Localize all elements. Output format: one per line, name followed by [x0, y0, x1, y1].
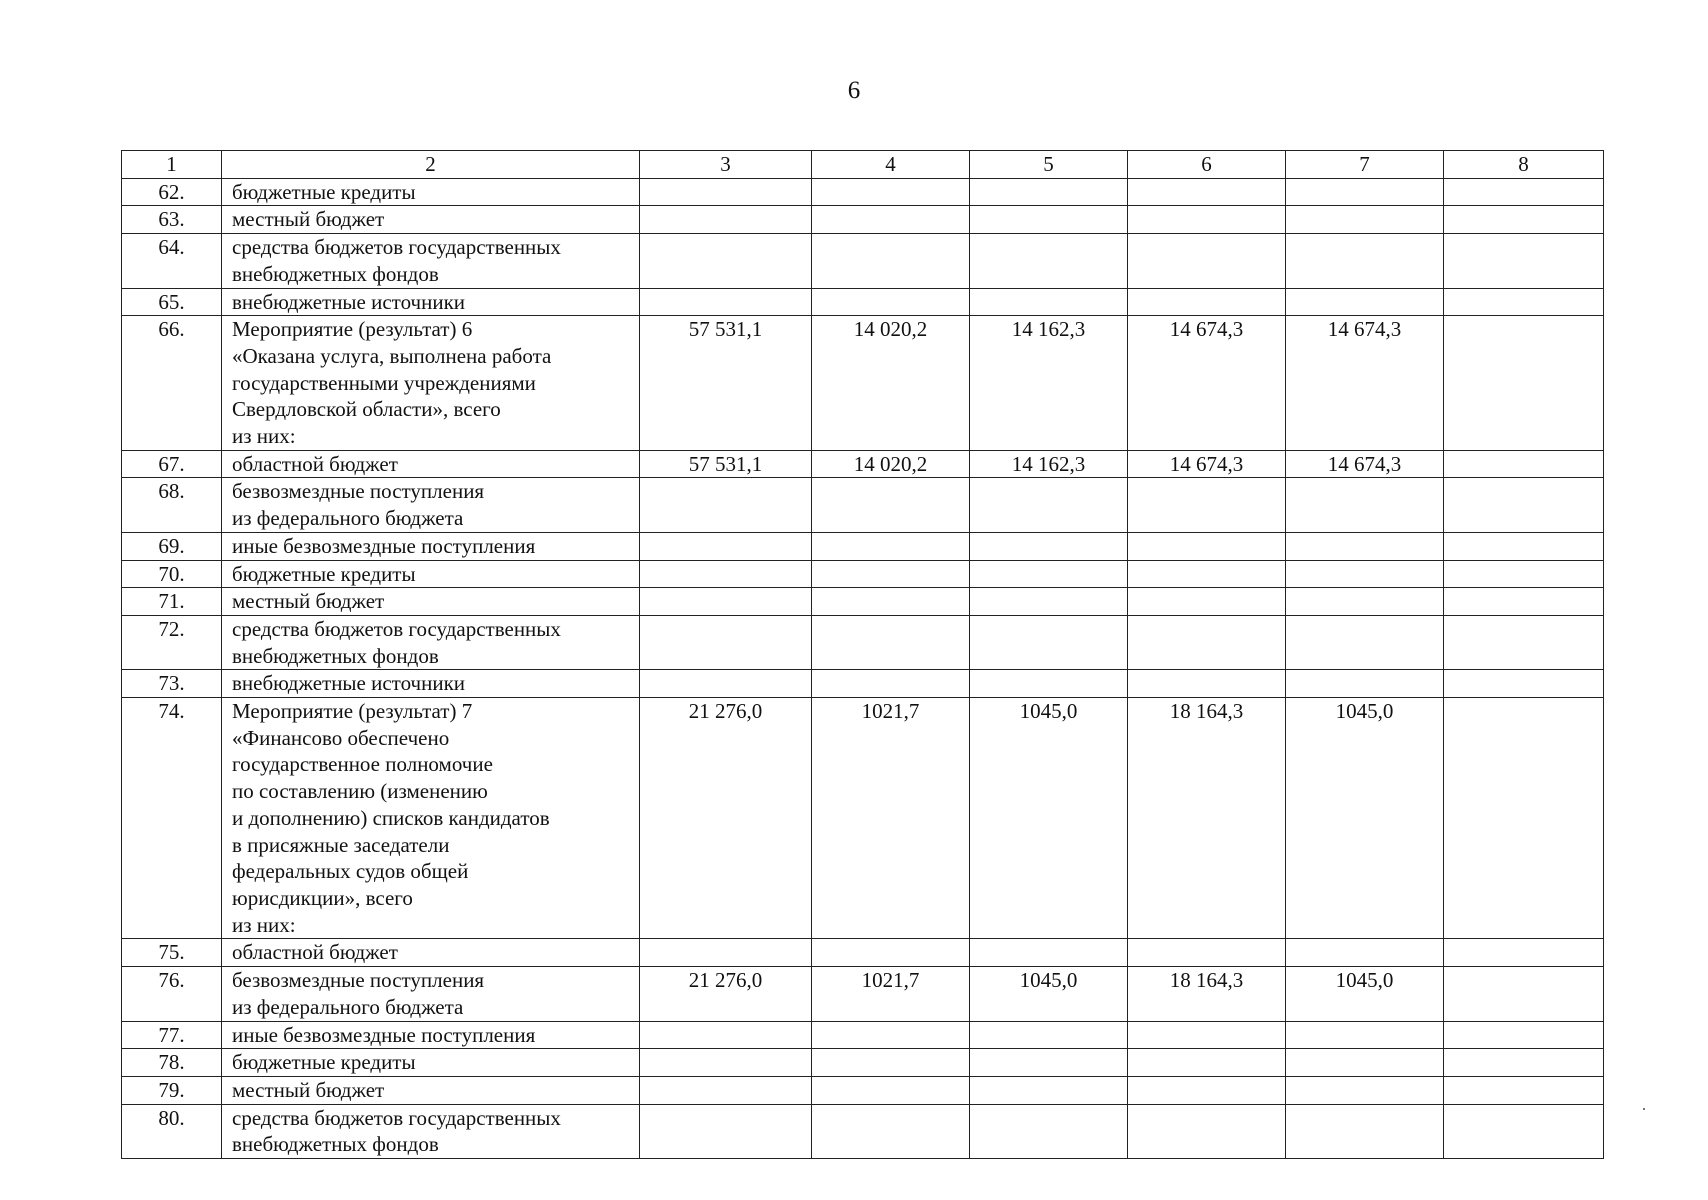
- column-header-6: 6: [1128, 151, 1286, 179]
- row-name: областной бюджет: [222, 450, 640, 478]
- row-number: 78.: [122, 1049, 222, 1077]
- scan-speck: [1643, 1108, 1645, 1110]
- value-cell-col7: [1286, 588, 1444, 616]
- table-row: [122, 670, 1604, 698]
- value-cell-col6: [1128, 1076, 1286, 1104]
- page-number: 6: [847, 77, 861, 104]
- value-cell-col7: [1286, 178, 1444, 206]
- table-row: [122, 1104, 1604, 1158]
- table-row: [122, 1049, 1604, 1077]
- value-cell-col4: [812, 288, 970, 316]
- row-number: 76.: [122, 967, 222, 1021]
- value-cell-col5: 14 162,3: [970, 450, 1128, 478]
- value-cell-col4: [812, 1021, 970, 1049]
- row-name: бюджетные кредиты: [222, 560, 640, 588]
- value-cell-col7: [1286, 1104, 1444, 1158]
- table-header: [122, 151, 1604, 179]
- value-cell-col6: [1128, 532, 1286, 560]
- value-cell-col4: [812, 532, 970, 560]
- table-row: [122, 288, 1604, 316]
- value-cell-col7: 1045,0: [1286, 967, 1444, 1021]
- value-cell-col8: [1444, 478, 1604, 532]
- value-cell-col5: 1045,0: [970, 698, 1128, 939]
- row-name: средства бюджетов государственных внебюджетных фондов: [222, 234, 640, 288]
- value-cell-col6: [1128, 178, 1286, 206]
- row-number: 71.: [122, 588, 222, 616]
- value-cell-col7: [1286, 532, 1444, 560]
- value-cell-col3: [640, 1049, 812, 1077]
- value-cell-col4: 1021,7: [812, 698, 970, 939]
- row-number: 73.: [122, 670, 222, 698]
- row-number: 64.: [122, 234, 222, 288]
- value-cell-col4: 1021,7: [812, 967, 970, 1021]
- value-cell-col4: [812, 178, 970, 206]
- value-cell-col8: [1444, 532, 1604, 560]
- row-name: внебюджетные источники: [222, 670, 640, 698]
- column-header-3: 3: [640, 151, 812, 179]
- value-cell-col4: [812, 615, 970, 669]
- table-row: [122, 316, 1604, 451]
- value-cell-col3: [640, 560, 812, 588]
- row-name: безвозмездные поступления из федерального бюджета: [222, 478, 640, 532]
- value-cell-col8: [1444, 939, 1604, 967]
- value-cell-col4: [812, 588, 970, 616]
- value-cell-col5: 14 162,3: [970, 316, 1128, 451]
- value-cell-col5: [970, 1049, 1128, 1077]
- value-cell-col4: [812, 234, 970, 288]
- table-row: [122, 939, 1604, 967]
- value-cell-col4: [812, 1076, 970, 1104]
- value-cell-col8: [1444, 1076, 1604, 1104]
- value-cell-col6: 18 164,3: [1128, 967, 1286, 1021]
- value-cell-col3: [640, 1076, 812, 1104]
- table-row: [122, 532, 1604, 560]
- value-cell-col3: [640, 670, 812, 698]
- value-cell-col7: [1286, 939, 1444, 967]
- value-cell-col3: [640, 178, 812, 206]
- value-cell-col3: 21 276,0: [640, 967, 812, 1021]
- value-cell-col4: 14 020,2: [812, 316, 970, 451]
- value-cell-col7: [1286, 206, 1444, 234]
- table-row: [122, 478, 1604, 532]
- column-header-8: 8: [1444, 151, 1604, 179]
- row-name: областной бюджет: [222, 939, 640, 967]
- row-name: средства бюджетов государственных внебюджетных фондов: [222, 615, 640, 669]
- value-cell-col7: 14 674,3: [1286, 450, 1444, 478]
- value-cell-col6: [1128, 1104, 1286, 1158]
- row-number: 67.: [122, 450, 222, 478]
- column-header-2: 2: [222, 151, 640, 179]
- row-name: местный бюджет: [222, 206, 640, 234]
- value-cell-col5: [970, 615, 1128, 669]
- table-row: [122, 1076, 1604, 1104]
- column-header-7: 7: [1286, 151, 1444, 179]
- value-cell-col5: [970, 670, 1128, 698]
- header-row: [122, 151, 1604, 179]
- row-number: 72.: [122, 615, 222, 669]
- value-cell-col8: [1444, 967, 1604, 1021]
- table-row: [122, 1021, 1604, 1049]
- row-name: Мероприятие (результат) 7 «Финансово обеспечено государственное полномочие по составлению (изменению и дополнению) списков кандидатов в присяжные заседатели федеральных судов общей юрисдикции», всего из них:: [222, 698, 640, 939]
- table-body: [122, 178, 1604, 1158]
- table-row: [122, 560, 1604, 588]
- column-header-1: 1: [122, 151, 222, 179]
- value-cell-col5: [970, 1076, 1128, 1104]
- value-cell-col5: [970, 588, 1128, 616]
- row-number: 77.: [122, 1021, 222, 1049]
- value-cell-col8: [1444, 1049, 1604, 1077]
- row-name: местный бюджет: [222, 588, 640, 616]
- value-cell-col3: [640, 234, 812, 288]
- value-cell-col3: 57 531,1: [640, 316, 812, 451]
- value-cell-col8: [1444, 288, 1604, 316]
- value-cell-col5: [970, 288, 1128, 316]
- value-cell-col8: [1444, 615, 1604, 669]
- table-row: [122, 615, 1604, 669]
- row-number: 62.: [122, 178, 222, 206]
- value-cell-col5: [970, 478, 1128, 532]
- value-cell-col8: [1444, 178, 1604, 206]
- value-cell-col5: [970, 939, 1128, 967]
- value-cell-col6: 14 674,3: [1128, 450, 1286, 478]
- value-cell-col6: [1128, 1021, 1286, 1049]
- row-number: 69.: [122, 532, 222, 560]
- value-cell-col3: [640, 939, 812, 967]
- value-cell-col5: 1045,0: [970, 967, 1128, 1021]
- value-cell-col3: 57 531,1: [640, 450, 812, 478]
- row-number: 80.: [122, 1104, 222, 1158]
- table-row: [122, 206, 1604, 234]
- row-number: 66.: [122, 316, 222, 451]
- value-cell-col7: [1286, 1049, 1444, 1077]
- value-cell-col3: 21 276,0: [640, 698, 812, 939]
- value-cell-col3: [640, 1021, 812, 1049]
- row-name: безвозмездные поступления из федерального бюджета: [222, 967, 640, 1021]
- value-cell-col6: [1128, 478, 1286, 532]
- column-header-5: 5: [970, 151, 1128, 179]
- value-cell-col3: [640, 532, 812, 560]
- value-cell-col5: [970, 178, 1128, 206]
- row-number: 63.: [122, 206, 222, 234]
- column-header-4: 4: [812, 151, 970, 179]
- value-cell-col6: [1128, 1049, 1286, 1077]
- value-cell-col3: [640, 478, 812, 532]
- value-cell-col6: 18 164,3: [1128, 698, 1286, 939]
- row-name: иные безвозмездные поступления: [222, 532, 640, 560]
- row-number: 68.: [122, 478, 222, 532]
- row-name: средства бюджетов государственных внебюджетных фондов: [222, 1104, 640, 1158]
- value-cell-col4: [812, 206, 970, 234]
- row-name: бюджетные кредиты: [222, 178, 640, 206]
- value-cell-col8: [1444, 670, 1604, 698]
- value-cell-col7: [1286, 560, 1444, 588]
- value-cell-col7: [1286, 615, 1444, 669]
- table-row: [122, 588, 1604, 616]
- value-cell-col6: [1128, 615, 1286, 669]
- row-name: местный бюджет: [222, 1076, 640, 1104]
- value-cell-col8: [1444, 1021, 1604, 1049]
- row-number: 79.: [122, 1076, 222, 1104]
- value-cell-col7: [1286, 1021, 1444, 1049]
- value-cell-col4: [812, 1049, 970, 1077]
- value-cell-col6: [1128, 234, 1286, 288]
- value-cell-col6: [1128, 206, 1286, 234]
- row-number: 74.: [122, 698, 222, 939]
- value-cell-col3: [640, 288, 812, 316]
- value-cell-col5: [970, 1104, 1128, 1158]
- value-cell-col6: [1128, 560, 1286, 588]
- value-cell-col8: [1444, 698, 1604, 939]
- value-cell-col8: [1444, 588, 1604, 616]
- value-cell-col4: [812, 670, 970, 698]
- value-cell-col8: [1444, 450, 1604, 478]
- value-cell-col8: [1444, 560, 1604, 588]
- value-cell-col8: [1444, 234, 1604, 288]
- row-number: 75.: [122, 939, 222, 967]
- row-name: Мероприятие (результат) 6 «Оказана услуга, выполнена работа государственными учреждениями Свердловской области», всего из них:: [222, 316, 640, 451]
- budget-table: [121, 150, 1604, 1159]
- table-row: [122, 234, 1604, 288]
- value-cell-col7: [1286, 288, 1444, 316]
- value-cell-col7: 14 674,3: [1286, 316, 1444, 451]
- value-cell-col7: 1045,0: [1286, 698, 1444, 939]
- value-cell-col5: [970, 1021, 1128, 1049]
- value-cell-col5: [970, 532, 1128, 560]
- value-cell-col4: 14 020,2: [812, 450, 970, 478]
- value-cell-col8: [1444, 316, 1604, 451]
- value-cell-col6: 14 674,3: [1128, 316, 1286, 451]
- value-cell-col7: [1286, 478, 1444, 532]
- table-row: [122, 967, 1604, 1021]
- value-cell-col4: [812, 560, 970, 588]
- value-cell-col4: [812, 939, 970, 967]
- value-cell-col7: [1286, 670, 1444, 698]
- value-cell-col4: [812, 1104, 970, 1158]
- value-cell-col3: [640, 588, 812, 616]
- value-cell-col6: [1128, 670, 1286, 698]
- value-cell-col5: [970, 206, 1128, 234]
- value-cell-col4: [812, 478, 970, 532]
- table-row: [122, 698, 1604, 939]
- value-cell-col7: [1286, 234, 1444, 288]
- table-row: [122, 178, 1604, 206]
- value-cell-col3: [640, 615, 812, 669]
- value-cell-col5: [970, 560, 1128, 588]
- row-number: 65.: [122, 288, 222, 316]
- value-cell-col8: [1444, 1104, 1604, 1158]
- row-name: бюджетные кредиты: [222, 1049, 640, 1077]
- row-number: 70.: [122, 560, 222, 588]
- value-cell-col7: [1286, 1076, 1444, 1104]
- row-name: внебюджетные источники: [222, 288, 640, 316]
- value-cell-col5: [970, 234, 1128, 288]
- value-cell-col8: [1444, 206, 1604, 234]
- value-cell-col6: [1128, 288, 1286, 316]
- row-name: иные безвозмездные поступления: [222, 1021, 640, 1049]
- value-cell-col6: [1128, 588, 1286, 616]
- value-cell-col3: [640, 1104, 812, 1158]
- table-row: [122, 450, 1604, 478]
- value-cell-col6: [1128, 939, 1286, 967]
- value-cell-col3: [640, 206, 812, 234]
